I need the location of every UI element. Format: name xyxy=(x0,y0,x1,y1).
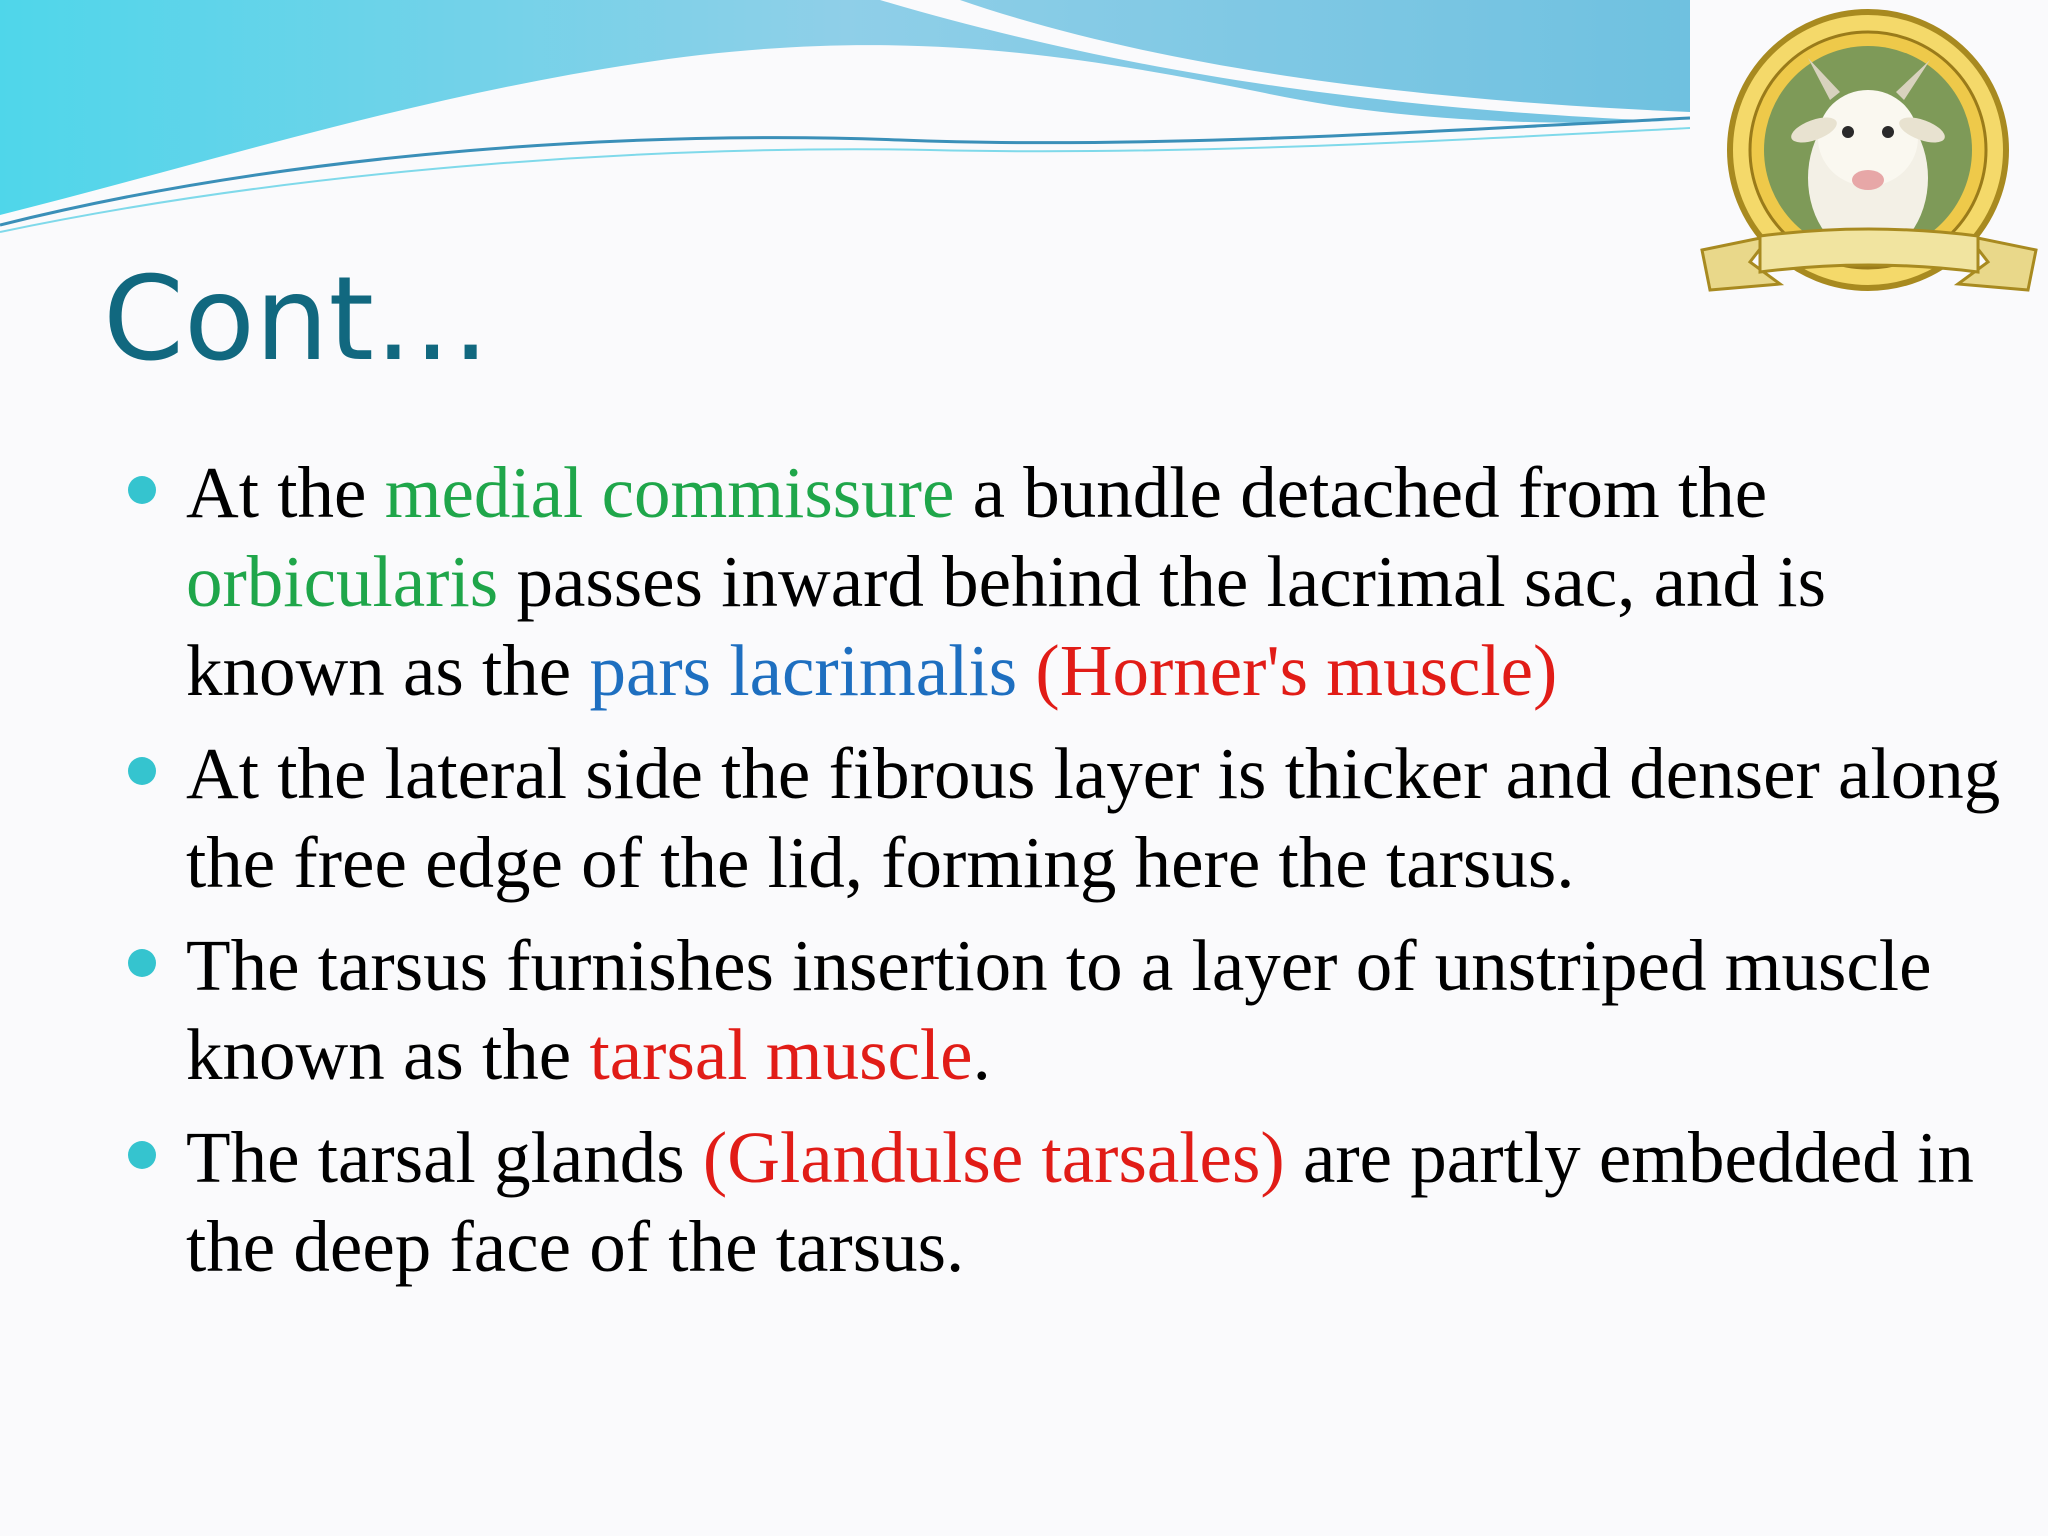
header-wave-decoration xyxy=(0,0,1690,240)
term-horners-muscle: (Horner's muscle) xyxy=(1035,630,1558,711)
text-segment: passes inward behind the lacrimal sac, and is known as the xyxy=(186,541,1826,711)
text-segment: . xyxy=(972,1014,991,1095)
goat-emblem-icon xyxy=(1690,0,2048,320)
term-glandulse-tarsales: (Glandulse tarsales) xyxy=(702,1117,1285,1198)
text-segment: At the xyxy=(186,452,385,533)
list-item xyxy=(128,1113,2008,1291)
list-item xyxy=(128,729,2008,907)
slide-title: Cont… xyxy=(103,252,490,387)
term-tarsal-muscle: tarsal muscle xyxy=(589,1014,973,1095)
term-medial-commissure: medial commissure xyxy=(384,452,955,533)
bullet-icon xyxy=(128,476,156,504)
term-pars-lacrimalis: pars lacrimalis xyxy=(589,630,1018,711)
text-segment: a bundle detached from the xyxy=(954,452,1768,533)
bullet-icon xyxy=(128,757,156,785)
list-item xyxy=(128,448,2008,715)
text-segment: are partly embedded in the deep face of the tarsus. xyxy=(186,1117,1974,1287)
bullet-icon xyxy=(128,1141,156,1169)
term-orbicularis: orbicularis xyxy=(186,541,499,622)
text-segment xyxy=(1017,630,1035,711)
bullet-icon xyxy=(128,949,156,977)
text-segment: The tarsal glands xyxy=(186,1117,703,1198)
text-segment: At the lateral side the fibrous layer is thicker and denser along the free edge of the lid, forming here the tarsus. xyxy=(186,733,2001,903)
list-item xyxy=(128,921,2008,1099)
bullet-list xyxy=(128,448,2008,1305)
text-segment: The tarsus furnishes insertion to a layer of unstriped muscle known as the xyxy=(186,925,1932,1095)
